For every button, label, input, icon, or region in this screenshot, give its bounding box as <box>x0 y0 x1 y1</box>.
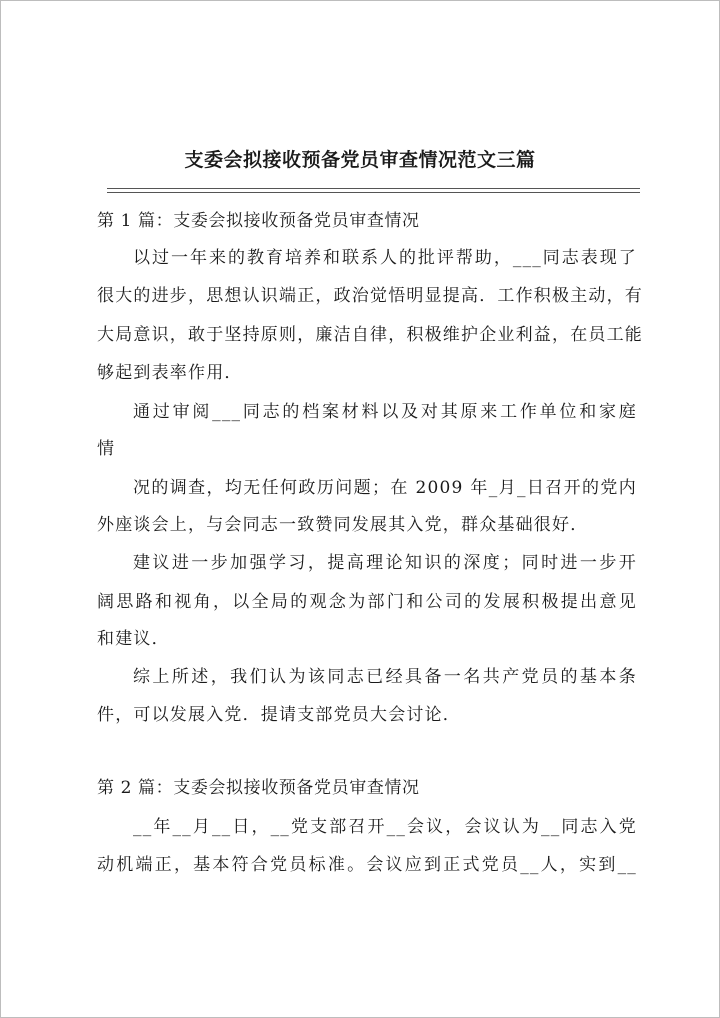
document-title: 支委会拟接收预备党员审查情况范文三篇 <box>184 149 536 171</box>
paragraph-line: 况的调查，均无任何政历问题；在 2009 年_月_日召开的党内 <box>133 478 637 498</box>
paragraph-line: 动机端正，基本符合党员标准。会议应到正式党员__人，实到__ <box>97 855 637 875</box>
paragraph-line: 以过一年来的教育培养和联系人的批评帮助，___同志表现了 <box>133 248 637 268</box>
section-heading-1: 第 1 篇：支委会拟接收预备党员审查情况 <box>97 211 420 231</box>
paragraph-line: 和建议． <box>97 629 170 649</box>
paragraph-line: __年__月__日，__党支部召开__会议，会议认为__同志入党 <box>133 817 637 837</box>
paragraph-line: 情 <box>97 439 116 459</box>
paragraph-line: 很大的进步，思想认识端正，政治觉悟明显提高．工作积极主动，有 <box>97 286 643 306</box>
paragraph-line: 建议进一步加强学习，提高理论知识的深度；同时进一步开 <box>133 553 637 573</box>
paragraph-line: 通过审阅___同志的档案材料以及对其原来工作单位和家庭 <box>133 402 637 422</box>
paragraph-line: 够起到表率作用． <box>97 363 243 383</box>
paragraph-line: 综上所述，我们认为该同志已经具备一名共产党员的基本条 <box>133 667 637 687</box>
paragraph-line: 阔思路和视角，以全局的观念为部门和公司的发展积极提出意见 <box>97 592 637 612</box>
paragraph-line: 件，可以发展入党．提请支部党员大会讨论． <box>97 705 461 725</box>
title-divider <box>107 188 640 193</box>
paragraph-line: 大局意识，敢于坚持原则，廉洁自律，积极维护企业利益，在员工能 <box>97 325 643 345</box>
paragraph-line: 外座谈会上，与会同志一致赞同发展其入党，群众基础很好． <box>97 515 589 535</box>
section-heading-2: 第 2 篇：支委会拟接收预备党员审查情况 <box>97 778 420 798</box>
